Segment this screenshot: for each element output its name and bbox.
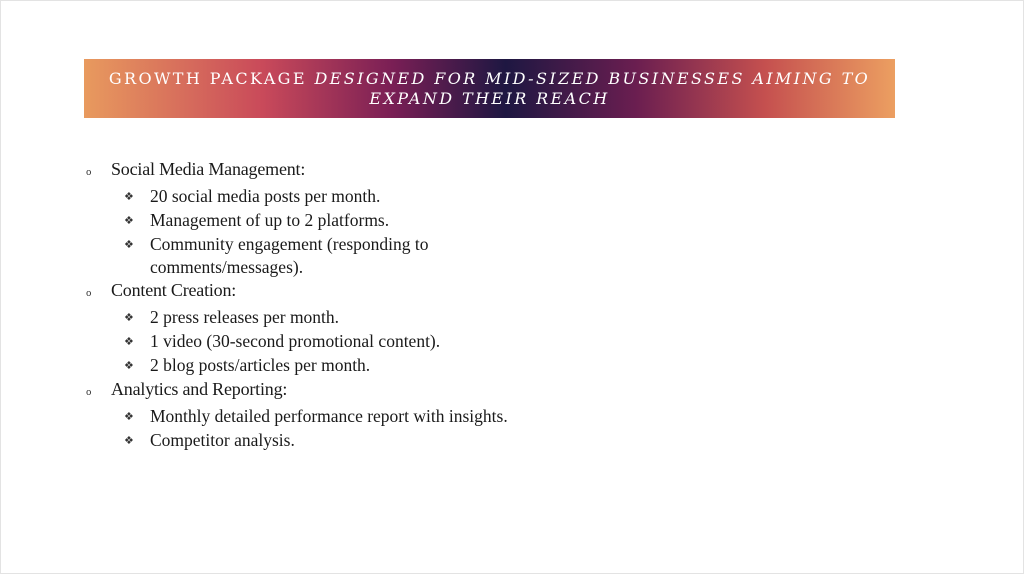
list-item xyxy=(86,209,706,233)
list-item-text: Monthly detailed performance report with insights. xyxy=(150,406,508,426)
section-title: Content Creation: xyxy=(111,280,237,300)
list-item xyxy=(86,185,706,209)
list-item xyxy=(86,429,706,453)
list-item-text: 20 social media posts per month. xyxy=(150,186,381,206)
list-item xyxy=(86,306,706,330)
diamond-bullet-icon: ❖ xyxy=(124,215,134,227)
section-title: Social Media Management: xyxy=(111,159,306,179)
slide-title xyxy=(96,69,883,109)
list-item xyxy=(86,405,706,429)
diamond-bullet-icon: ❖ xyxy=(124,435,134,447)
list-item-text: Community engagement (responding to comments/messages). xyxy=(150,234,429,277)
circle-bullet-icon: o xyxy=(86,388,92,398)
list-item xyxy=(86,233,706,279)
section-social-media xyxy=(86,158,706,279)
diamond-bullet-icon: ❖ xyxy=(124,411,134,423)
list-item-text: 2 press releases per month. xyxy=(150,307,340,327)
circle-bullet-icon: o xyxy=(86,168,92,178)
section-title: Analytics and Reporting: xyxy=(111,379,288,399)
diamond-bullet-icon: ❖ xyxy=(124,191,134,203)
circle-bullet-icon: o xyxy=(86,289,92,299)
diamond-bullet-icon: ❖ xyxy=(124,336,134,348)
list-item xyxy=(86,354,706,378)
list-item-text: 2 blog posts/articles per month. xyxy=(150,355,371,375)
title-banner xyxy=(84,59,895,118)
list-item-text: Competitor analysis. xyxy=(150,430,295,450)
title-description: DESIGNED FOR MID-SIZED BUSINESSES AIMING TO EXPAND THEIR REACH xyxy=(314,68,871,108)
package-details xyxy=(86,158,706,453)
list-item-text: 1 video (30-second promotional content). xyxy=(150,331,441,351)
list-item xyxy=(86,330,706,354)
section-content-creation xyxy=(86,279,706,378)
diamond-bullet-icon: ❖ xyxy=(124,360,134,372)
section-analytics xyxy=(86,378,706,453)
title-package-name: GROWTH PACKAGE xyxy=(108,68,307,88)
diamond-bullet-icon: ❖ xyxy=(124,312,134,324)
list-item-text: Management of up to 2 platforms. xyxy=(150,210,390,230)
diamond-bullet-icon: ❖ xyxy=(124,239,134,251)
